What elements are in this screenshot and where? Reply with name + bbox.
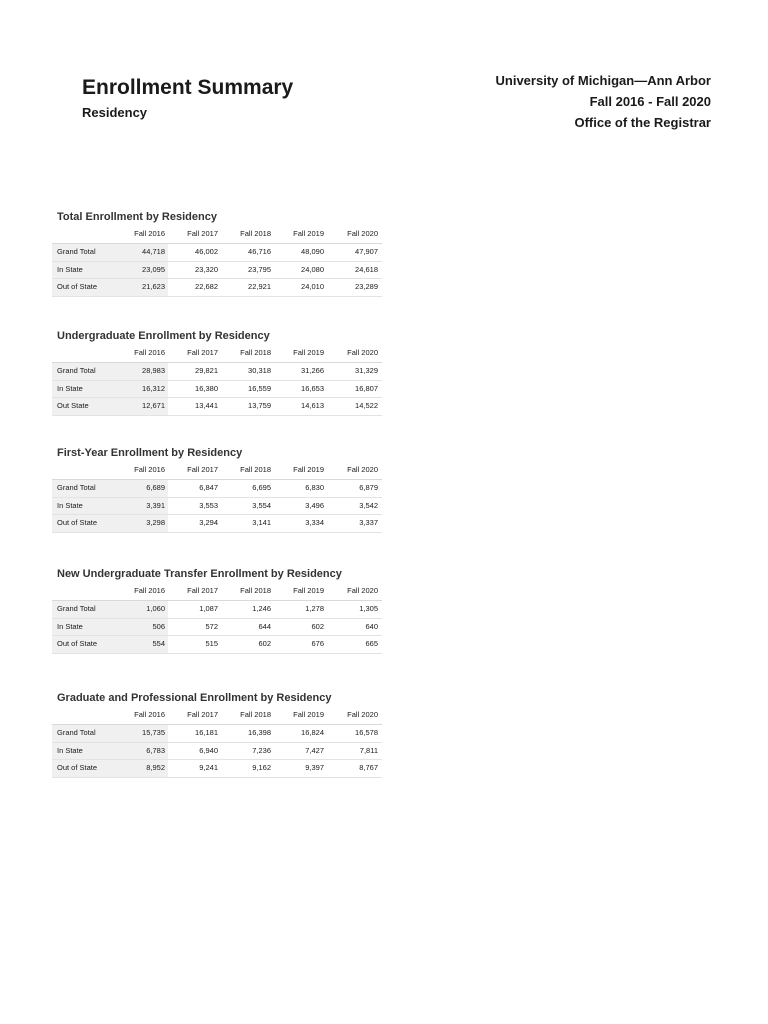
- table-cell: 24,010: [301, 282, 324, 291]
- row-label: Grand Total: [57, 604, 96, 613]
- table-cell: 1,060: [146, 604, 165, 613]
- table-cell: 3,554: [252, 500, 271, 510]
- table-cell: 16,398: [248, 728, 271, 737]
- row-label: In State: [57, 383, 83, 393]
- table-cell: 3,542: [359, 500, 378, 510]
- column-header-row: [52, 344, 382, 363]
- table-row: [52, 760, 382, 778]
- table-cell: 3,294: [199, 518, 218, 527]
- column-header: Fall 2019: [293, 229, 324, 238]
- table-cell: 640: [365, 621, 378, 631]
- table-cell: 1,087: [199, 604, 218, 613]
- column-header-row: [52, 582, 382, 601]
- table-cell: 44,718: [142, 247, 165, 256]
- table-cell: 23,289: [355, 282, 378, 291]
- table-cell: 602: [258, 639, 271, 648]
- table-cell: 6,695: [252, 483, 271, 492]
- table-cell: 3,553: [199, 500, 218, 510]
- table-cell: 506: [152, 621, 165, 631]
- table-cell: 572: [205, 621, 218, 631]
- column-header: Fall 2017: [187, 229, 218, 238]
- table-cell: 16,653: [301, 383, 324, 393]
- column-header: Fall 2019: [293, 348, 324, 357]
- table-cell: 22,921: [248, 282, 271, 291]
- row-label: Out State: [57, 401, 89, 410]
- row-label: In State: [57, 745, 83, 755]
- column-header: Fall 2019: [293, 710, 324, 719]
- table-cell: 554: [152, 639, 165, 648]
- table-row: [52, 244, 382, 262]
- table-cell: 9,397: [305, 763, 324, 772]
- table-cell: 46,002: [195, 247, 218, 256]
- document-header-info: [496, 70, 711, 133]
- table-title: Undergraduate Enrollment by Residency: [57, 330, 270, 342]
- undergraduate-enrollment-table: [52, 328, 382, 416]
- row-label: Grand Total: [57, 728, 96, 737]
- column-header: Fall 2016: [134, 710, 165, 719]
- table-row: [52, 262, 382, 280]
- table-row: [52, 743, 382, 761]
- table-cell: 16,578: [355, 728, 378, 737]
- total-enrollment-table: [52, 209, 382, 297]
- column-header: Fall 2016: [134, 229, 165, 238]
- column-header: Fall 2017: [187, 586, 218, 595]
- table-cell: 46,716: [248, 247, 271, 256]
- row-label: Out of State: [57, 282, 98, 291]
- table-cell: 31,266: [301, 366, 324, 375]
- table-cell: 23,095: [142, 264, 165, 274]
- table-cell: 13,441: [195, 401, 218, 410]
- table-cell: 24,080: [301, 264, 324, 274]
- table-title: First-Year Enrollment by Residency: [57, 447, 243, 459]
- office-name: Office of the Registrar: [574, 115, 711, 130]
- table-cell: 9,162: [252, 763, 271, 772]
- table-cell: 29,821: [195, 366, 218, 375]
- table-row: [52, 498, 382, 516]
- table-cell: 15,735: [142, 728, 165, 737]
- table-cell: 7,427: [305, 745, 324, 755]
- column-header: Fall 2020: [347, 348, 378, 357]
- column-header: Fall 2016: [134, 586, 165, 595]
- table-row: [52, 619, 382, 637]
- table-row: [52, 480, 382, 498]
- table-cell: 8,952: [146, 763, 165, 772]
- column-header-row: [52, 225, 382, 244]
- table-cell: 665: [365, 639, 378, 648]
- table-cell: 3,298: [146, 518, 165, 527]
- graduate-enrollment-table: [52, 690, 382, 778]
- row-label: In State: [57, 500, 83, 510]
- table-cell: 24,618: [355, 264, 378, 274]
- table-cell: 13,759: [248, 401, 271, 410]
- institution-name: University of Michigan—Ann Arbor: [495, 73, 711, 88]
- table-cell: 6,847: [199, 483, 218, 492]
- table-cell: 47,907: [355, 247, 378, 256]
- table-cell: 1,278: [305, 604, 324, 613]
- table-cell: 1,246: [252, 604, 271, 613]
- column-header: Fall 2018: [240, 229, 271, 238]
- table-cell: 515: [205, 639, 218, 648]
- table-row: [52, 363, 382, 381]
- table-cell: 6,940: [199, 745, 218, 755]
- table-cell: 23,320: [195, 264, 218, 274]
- row-label: Grand Total: [57, 483, 96, 492]
- table-title: Total Enrollment by Residency: [57, 211, 217, 223]
- table-cell: 16,824: [301, 728, 324, 737]
- table-cell: 31,329: [355, 366, 378, 375]
- table-cell: 16,807: [355, 383, 378, 393]
- table-cell: 3,496: [305, 500, 324, 510]
- table-cell: 1,305: [359, 604, 378, 613]
- table-cell: 8,767: [359, 763, 378, 772]
- column-header: Fall 2020: [347, 229, 378, 238]
- table-row: [52, 515, 382, 533]
- row-label: Out of State: [57, 763, 98, 772]
- row-label: In State: [57, 264, 83, 274]
- column-header: Fall 2020: [347, 465, 378, 474]
- table-title: New Undergraduate Transfer Enrollment by Residency: [57, 568, 342, 580]
- table-cell: 23,795: [248, 264, 271, 274]
- table-cell: 676: [311, 639, 324, 648]
- column-header: Fall 2019: [293, 586, 324, 595]
- column-header: Fall 2018: [240, 710, 271, 719]
- table-cell: 21,623: [142, 282, 165, 291]
- table-cell: 7,236: [252, 745, 271, 755]
- table-cell: 6,783: [146, 745, 165, 755]
- table-cell: 3,334: [305, 518, 324, 527]
- column-header: Fall 2018: [240, 465, 271, 474]
- table-cell: 48,090: [301, 247, 324, 256]
- row-label: Grand Total: [57, 247, 96, 256]
- row-label: Out of State: [57, 639, 98, 648]
- table-cell: 14,613: [301, 401, 324, 410]
- column-header: Fall 2016: [134, 348, 165, 357]
- first-year-enrollment-table: [52, 445, 382, 533]
- column-header: Fall 2020: [347, 710, 378, 719]
- page-title: Enrollment Summary: [82, 76, 294, 99]
- term-range: Fall 2016 - Fall 2020: [589, 94, 711, 109]
- table-cell: 3,337: [359, 518, 378, 527]
- table-title: Graduate and Professional Enrollment by Residency: [57, 692, 332, 704]
- table-cell: 6,830: [305, 483, 324, 492]
- table-cell: 7,811: [359, 745, 378, 755]
- table-row: [52, 381, 382, 399]
- table-row: [52, 636, 382, 654]
- table-cell: 9,241: [199, 763, 218, 772]
- transfer-enrollment-table: [52, 566, 382, 654]
- table-cell: 6,879: [359, 483, 378, 492]
- table-cell: 28,983: [142, 366, 165, 375]
- row-label: Grand Total: [57, 366, 96, 375]
- column-header: Fall 2019: [293, 465, 324, 474]
- table-cell: 6,689: [146, 483, 165, 492]
- column-header-row: [52, 461, 382, 480]
- table-cell: 22,682: [195, 282, 218, 291]
- table-row: [52, 398, 382, 416]
- table-cell: 30,318: [248, 366, 271, 375]
- row-label: In State: [57, 621, 83, 631]
- column-header: Fall 2017: [187, 465, 218, 474]
- table-cell: 16,181: [195, 728, 218, 737]
- table-cell: 16,559: [248, 383, 271, 393]
- table-cell: 12,671: [142, 401, 165, 410]
- table-cell: 602: [311, 621, 324, 631]
- table-row: [52, 279, 382, 297]
- row-label: Out of State: [57, 518, 98, 527]
- column-header: Fall 2016: [134, 465, 165, 474]
- column-header: Fall 2017: [187, 348, 218, 357]
- table-cell: 14,522: [355, 401, 378, 410]
- table-cell: 3,141: [252, 518, 271, 527]
- table-row: [52, 601, 382, 619]
- table-cell: 644: [258, 621, 271, 631]
- table-row: [52, 725, 382, 743]
- table-cell: 16,312: [142, 383, 165, 393]
- table-cell: 16,380: [195, 383, 218, 393]
- page-subtitle: Residency: [82, 105, 148, 120]
- column-header-row: [52, 706, 382, 725]
- table-cell: 3,391: [146, 500, 165, 510]
- column-header: Fall 2018: [240, 586, 271, 595]
- column-header: Fall 2020: [347, 586, 378, 595]
- column-header: Fall 2017: [187, 710, 218, 719]
- column-header: Fall 2018: [240, 348, 271, 357]
